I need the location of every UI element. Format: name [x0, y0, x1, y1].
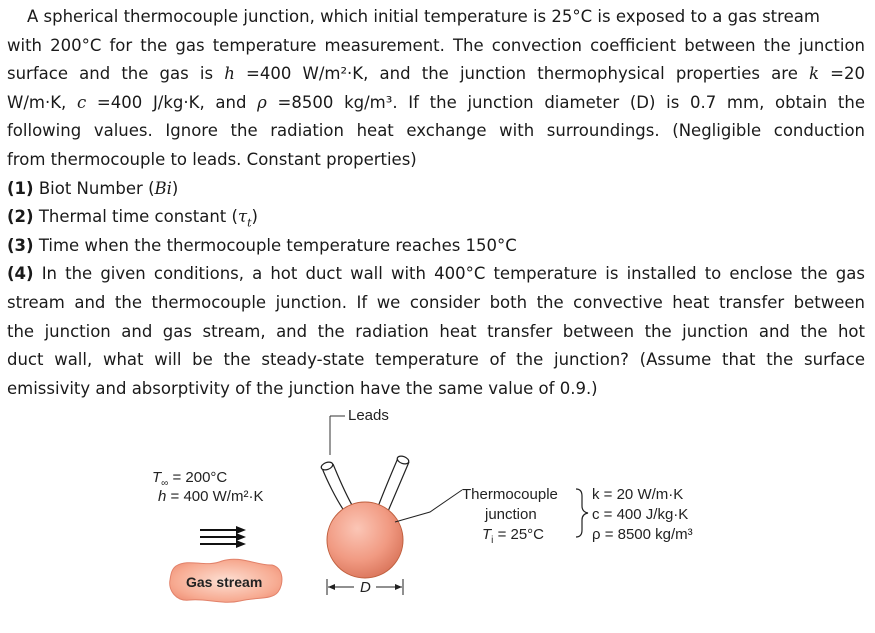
gas-temperature: $T_\infty = 200^\circ C$ [152, 469, 228, 489]
flow-arrows-icon [200, 526, 246, 548]
intro-line-4: W/m·K, c =400 J/kg·K, and ρ =8500 kg/m³. If the junction diameter (D) is 0.7 mm, obtain the [7, 92, 865, 112]
intro-line-5: following values. Ignore the radiation heat exchange with surroundings. (Negligible conduction [7, 121, 865, 141]
question-2: (2) Thermal time constant $(\tau_t)$ [7, 207, 258, 230]
junction-label: junction [485, 506, 537, 523]
junction-leader-line [395, 490, 462, 522]
question-4-line-2: stream and the thermocouple junction. If we consider both the convective heat transfer between [7, 292, 865, 312]
diameter-label: D [360, 579, 371, 596]
property-brace [576, 489, 588, 537]
intro-line-3: surface and the gas is h =400 W/m²·K, and the junction thermophysical properties are k =20 [7, 64, 865, 84]
thermocouple-figure [0, 395, 875, 633]
right-lead-end [396, 455, 410, 466]
question-3: (3) Time when the thermocouple temperature reaches 150°C [7, 235, 517, 255]
specific-heat-property: c = 400 J/kg·K [592, 506, 689, 523]
question-4-line-5: emissivity and absorptivity of the junction have the same value of 0.9.) [7, 378, 598, 398]
question-4-line-4: duct wall, what will be the steady-state temperature of the junction? (Assume that the surface [7, 350, 865, 370]
problem-text [7, 3, 865, 403]
c-symbol: c [76, 92, 87, 112]
thermocouple-label: Thermocouple [462, 486, 558, 503]
initial-temperature: $T_i = 25^\circ C$ [482, 526, 545, 546]
thermocouple-sphere [327, 502, 403, 578]
leads-bracket [330, 416, 345, 455]
biot-symbol: Bi [154, 178, 172, 198]
k-symbol: k [809, 64, 820, 84]
leads-label: Leads [348, 407, 389, 424]
gas-stream-label: Gas stream [186, 574, 263, 590]
h-symbol: h [224, 64, 235, 84]
question-4-line-1: (4) In the given conditions, a hot duct wall with 400°C temperature is installed to enclose the gas [7, 264, 865, 284]
intro-line-6: from thermocouple to leads. Constant properties) [7, 149, 417, 169]
question-1: (1) Biot Number (Bi) [7, 178, 179, 198]
intro-line-1: A spherical thermocouple junction, which initial temperature is 25°C is exposed to a gas stream [27, 7, 820, 26]
intro-line-2: with 200°C for the gas temperature measurement. The convection coefficient between the junction [7, 35, 865, 55]
convection-coefficient: h = 400 W/m²·K [158, 488, 264, 505]
density-property: ρ = 8500 kg/m³ [592, 526, 693, 543]
left-lead-end [320, 461, 334, 472]
rho-symbol: ρ [257, 92, 267, 112]
tau-symbol: τ [237, 207, 248, 227]
conductivity-property: k = 20 W/m·K [592, 486, 684, 503]
question-4-line-3: the junction and gas stream, and the radiation heat transfer between the junction and the hot [7, 321, 865, 341]
